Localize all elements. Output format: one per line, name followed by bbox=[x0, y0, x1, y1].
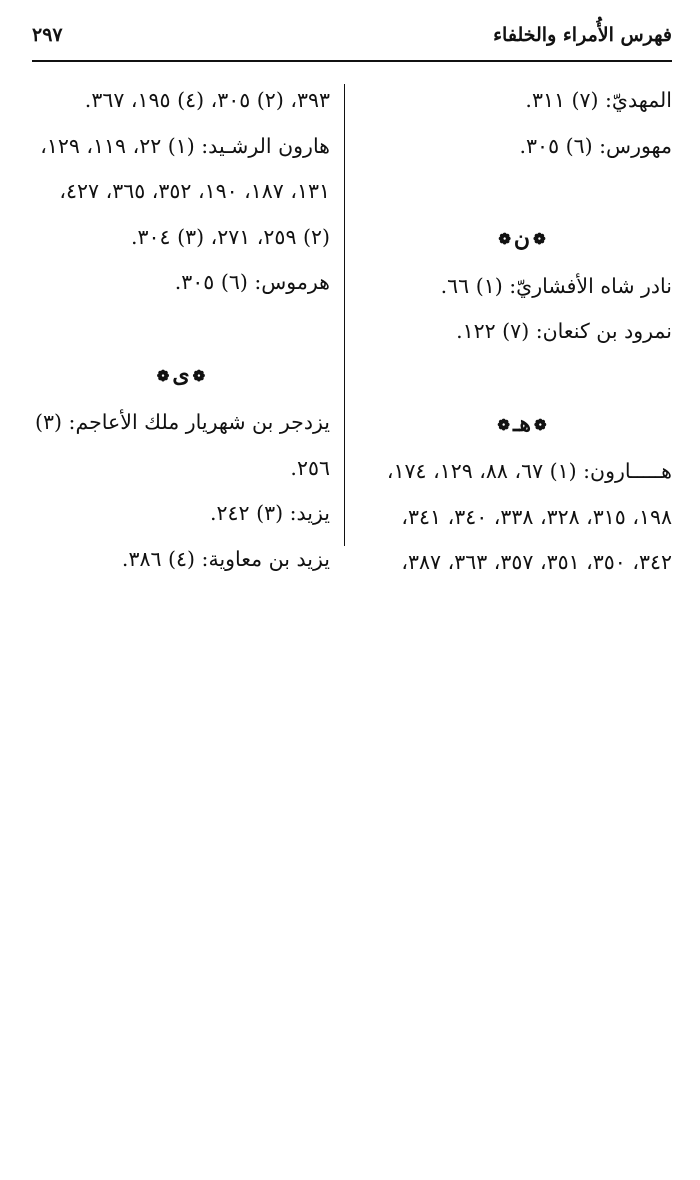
section-letter: ن bbox=[513, 225, 531, 252]
index-entry-harmus: هرموس: (٦) ٣٠٥. bbox=[174, 270, 330, 294]
index-entry-yazdegerd-cont: ٢٥٦. bbox=[290, 455, 330, 480]
running-title: فهرس الأُمراء والخلفاء bbox=[493, 24, 672, 46]
index-entry-nadir-shah: نادر شاه الأفشاريّ: (١) ٦٦. bbox=[440, 273, 672, 298]
section-letter: ى bbox=[172, 362, 190, 388]
page-number: ٢٩٧ bbox=[32, 24, 63, 46]
index-entry-harun-cont-3: ٣٩٣، (٢) ٣٠٥، (٤) ١٩٥، ٣٦٧. bbox=[84, 88, 330, 112]
index-entry-yazid-ibn-muawiya: يزيد بن معاوية: (٤) ٣٨٦. bbox=[121, 546, 330, 571]
index-entry-harun-cont-2: ٣٤٢، ٣٥٠، ٣٥١، ٣٥٧، ٣٦٣، ٣٨٧، bbox=[401, 550, 672, 574]
column-divider bbox=[344, 84, 345, 546]
index-entry-harun-rashid-cont-2: (٢) ٢٥٩، ٢٧١، (٣) ٣٠٤. bbox=[130, 224, 330, 249]
index-entry-harun-cont-1: ١٩٨، ٣١٥، ٣٢٨، ٣٣٨، ٣٤٠، ٣٤١، bbox=[401, 504, 672, 529]
ornament-icon: ❁ bbox=[156, 366, 170, 385]
index-entry-yazdegerd: يزدجر بن شهريار ملك الأعاجم: (٣) bbox=[35, 410, 330, 434]
section-letter: هـ bbox=[512, 411, 532, 437]
section-heading-ya bbox=[32, 351, 330, 400]
ornament-icon: ❁ bbox=[192, 366, 206, 385]
section-heading-ha bbox=[372, 400, 672, 449]
ornament-icon: ❁ bbox=[498, 230, 511, 248]
index-entry-yazid: يزيد: (٣) ٢٤٢. bbox=[209, 501, 330, 525]
index-column-left bbox=[32, 78, 330, 582]
index-entry-nimrod: نمرود بن كنعان: (٧) ١٢٢. bbox=[456, 319, 672, 343]
index-entry-mahurus: مهورس: (٦) ٣٠٥. bbox=[519, 133, 672, 158]
index-entry-harun: هـــــارون: (١) ٦٧، ٨٨، ١٢٩، ١٧٤، bbox=[386, 459, 672, 483]
index-entry-harun-rashid: هارون الرشـيد: (١) ٢٢، ١١٩، ١٢٩، bbox=[40, 133, 330, 158]
ornament-icon: ❁ bbox=[497, 415, 510, 434]
ornament-icon: ❁ bbox=[533, 230, 546, 248]
ornament-icon: ❁ bbox=[534, 415, 547, 434]
index-entry-mahdi: المهديّ: (٧) ٣١١. bbox=[525, 88, 672, 112]
index-column-right bbox=[372, 78, 672, 586]
section-heading-nun bbox=[372, 215, 672, 264]
index-entry-harun-rashid-cont-1: ١٣١، ١٨٧، ١٩٠، ٣٥٢، ٣٦٥، ٤٢٧، bbox=[59, 179, 330, 203]
header-rule bbox=[32, 60, 672, 62]
page-header bbox=[32, 18, 672, 58]
